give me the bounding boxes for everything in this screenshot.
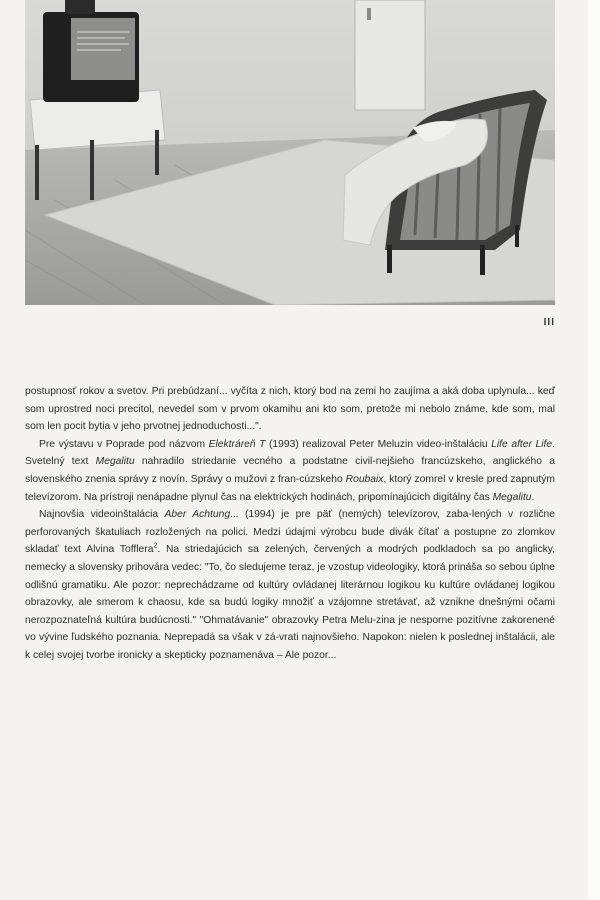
- work-title: Megalitu: [95, 456, 135, 468]
- work-title: Aber Achtung: [164, 509, 231, 521]
- footnote-ref: 2: [153, 542, 158, 550]
- paragraph-1: postupnosť rokov a svetov. Pri prebúdzaní... vyčíta z nich, ktorý bod na zemi ho zaujíma a aká doba uplynula... keď som uprostred noci precitol, nevedel som v prvom okamihu ani kto som, pretože mi nebolo známe, kde som, mal som len pocit bytia v jeho prvotnej jednoduchosti...".: [25, 386, 555, 433]
- place-name: Roubaix: [345, 473, 384, 485]
- paragraph-2: Pre výstavu v Poprade pod názvom Elektráreň T (1993) realizoval Peter Meluzin video-inštaláciu Life after Life. Svetelný text Megalitu nahradilo striedanie vecného a podstatne civil-nejšieho francúzskeho, anglického a slovenského znenia správy z novín. Správy o mužovi z fran-cúzskeho Roubaix, ktorý zomrel v kresle pred zapnutým televízorom. Na prístroji nenápadne plynul čas na elektrických hodinách, pripomínajúcich digitálny čas Megalitu.: [25, 438, 556, 503]
- work-title: Elektráreň T: [208, 438, 266, 450]
- paragraph-3: Najnovšia videoinštalácia Aber Achtung... (1994) je pre päť (nemých) televízorov, zaba-lených v rozlične perforovaných škatuliach rozložených na polici. Medzi údajmi výrobcu bude divák čítať a postupne zo zlomkov skladať text Alvina Tofflera$^2$. Na striedajúcich sa zelených, červených a modrých podkladoch sa po anglicky, nemecky a slovensky prihovára vedec: "To, čo sledujeme teraz, je vzostup videologiky, ktorá prináša so sebou úplne odlišnú gramatiku. Ale pozor: neprechádzame od kultúry ovládanej literárnou logikou ku kultúre ovládanej logikou obrazovky, ale smerom k chaosu, kde sa budú logiky množiť a vzájomne stretávať, až vznikne dnešnými očami nerozpoznateľná kultúra budúcnosti." "Ohmatávanie" obrazovky Petra Melu-zina je nesporne pozitívne zakorenené vo vývine ľudského poznania. Neprepadá sa však v zá-vrati najnovšieho. Napokon: nielen k poslednej inštalácii, ale k celej svojej tvorbe ironicky a skepticky poznamenáva – Ale pozor...: [25, 509, 556, 661]
- installation-photo: [25, 0, 555, 305]
- tv-and-armchair-photo: [25, 0, 555, 305]
- article-body: [25, 383, 555, 665]
- work-title: Life after Life: [491, 438, 553, 450]
- work-title: Megalitu: [492, 491, 532, 503]
- page-marker: III: [543, 317, 555, 328]
- page-edge: [588, 0, 600, 900]
